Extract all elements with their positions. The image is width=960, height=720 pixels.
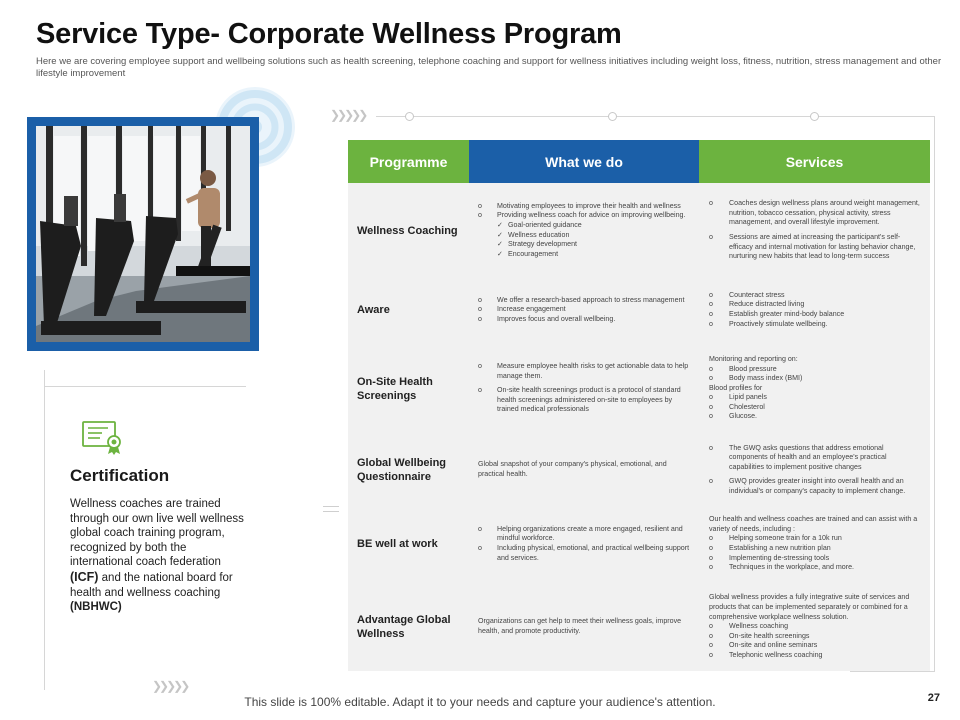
services-cell: o Coaches design wellness plans around weight management, nutrition, tobacco cessation, physical activity, stress management, and overall lifestyle improvement. o Sessions are aimed at increasing the participant's self-efficacy and internal motivation for lasting behavior change, nurturing new habits that lead to long-term success bbox=[709, 199, 920, 261]
programme-name: Wellness Coaching bbox=[357, 224, 458, 237]
photo-frame bbox=[27, 117, 259, 351]
table-row bbox=[348, 505, 930, 583]
slide-title: Service Type- Corporate Wellness Program bbox=[36, 18, 622, 50]
programme-name: Global Wellbeing Questionnaire bbox=[357, 457, 447, 483]
services-cell: o Counteract stress o Reduce distracted living o Establish greater mind-body balance o Proactively stimulate wellbeing. bbox=[709, 290, 845, 328]
what-we-do-cell: o We offer a research-based approach to stress management o Increase engagement o Improves focus and overall wellbeing. bbox=[478, 295, 685, 323]
page-number: 27 bbox=[927, 692, 940, 704]
slide-footer: This slide is 100% editable. Adapt it to your needs and capture your audience's attention. bbox=[244, 695, 716, 709]
what-we-do-cell: o Helping organizations create a more engaged, resilient and mindful workforce. o Including physical, emotional, and practical wellbeing support and services. bbox=[478, 524, 690, 562]
chevrons-decoration: ❯❯❯❯❯ bbox=[152, 679, 188, 693]
services-cell: o The GWQ asks questions that address emotional components of health and an employee's practical capabilities to implement positive changes o GWQ provides greater insight into overall health and an individual's or company's capacity to implement change. bbox=[709, 443, 906, 495]
what-we-do-cell: o Motivating employees to improve their health and wellness o Providing wellness coach for advice on improving wellbeing. ✓ Goal-oriented guidance ✓ Wellness education ✓ Strategy development ✓ Encouragement bbox=[478, 201, 686, 258]
services-cell: Global wellness provides a fully integrative suite of services and products that can be implemented separately or combined for a comprehensive workplace wellness solution. o Wellness coaching o On-site health screenings o On-site and online seminars o Telephonic wellness coaching bbox=[709, 593, 910, 659]
programme-name: On-Site Health Screenings bbox=[357, 375, 433, 402]
treadmill-photo bbox=[36, 126, 250, 342]
services-cell: Monitoring and reporting on: o Blood pressure o Body mass index (BMI) Blood profiles for o Lipid panels o Cholesterol o Glucose. bbox=[709, 354, 803, 421]
certification-text: Wellness coaches are trained through our own live well wellness global coach training program, recognized by both the international coach federation (ICF) and the national board for health and wellness coaching (NBHWC) bbox=[70, 498, 244, 614]
table-row bbox=[348, 278, 930, 342]
chevrons-decoration: ❯❯❯❯❯ bbox=[330, 108, 366, 122]
programme-name: Advantage Global Wellness bbox=[357, 614, 451, 640]
divider-vertical bbox=[44, 370, 45, 690]
certification-heading: Certification bbox=[70, 466, 170, 485]
what-we-do-cell: Global snapshot of your company's physical, emotional, and practical health. bbox=[478, 460, 667, 478]
table-row bbox=[348, 342, 930, 435]
frame-line-bottom bbox=[850, 671, 935, 672]
services-table bbox=[348, 140, 930, 671]
header-programme: Programme bbox=[348, 140, 469, 183]
what-we-do-cell: Organizations can get help to meet their wellness goals, improve health, and promote productivity. bbox=[478, 617, 682, 635]
programme-name: BE well at work bbox=[357, 538, 438, 550]
timeline-dot bbox=[405, 112, 414, 121]
what-we-do-cell: o Measure employee health risks to get actionable data to help manage them. o On-site health screenings product is a protocol of standard health screenings administered on-site to employees by trained medical professionals bbox=[478, 362, 689, 414]
frame-line-right bbox=[934, 116, 935, 671]
certificate-icon bbox=[82, 421, 124, 455]
header-services: Services bbox=[699, 140, 930, 183]
slide-subtitle: Here we are covering employee support and wellbeing solutions such as health screening, telephone coaching and support for wellness initiatives including weight loss, fitness, nutrition, stress management and other lifestyle improvement bbox=[36, 56, 942, 79]
table-row bbox=[348, 435, 930, 505]
programme-name: Aware bbox=[357, 304, 390, 316]
timeline-dot bbox=[810, 112, 819, 121]
divider-horizontal bbox=[44, 386, 246, 387]
table-header bbox=[348, 140, 930, 183]
table-row bbox=[348, 183, 930, 278]
services-cell: Our health and wellness coaches are trained and can assist with a variety of needs, including : o Helping someone train for a 10k run o Establishing a new nutrition plan o Implementing de-stressing tools o Techniques in the workplace, and more. bbox=[709, 515, 918, 572]
dash-decoration bbox=[323, 511, 339, 512]
dash-decoration bbox=[323, 506, 339, 507]
timeline-dot bbox=[608, 112, 617, 121]
table-row bbox=[348, 583, 930, 671]
timeline-line bbox=[376, 116, 934, 117]
header-what-we-do: What we do bbox=[469, 140, 699, 183]
